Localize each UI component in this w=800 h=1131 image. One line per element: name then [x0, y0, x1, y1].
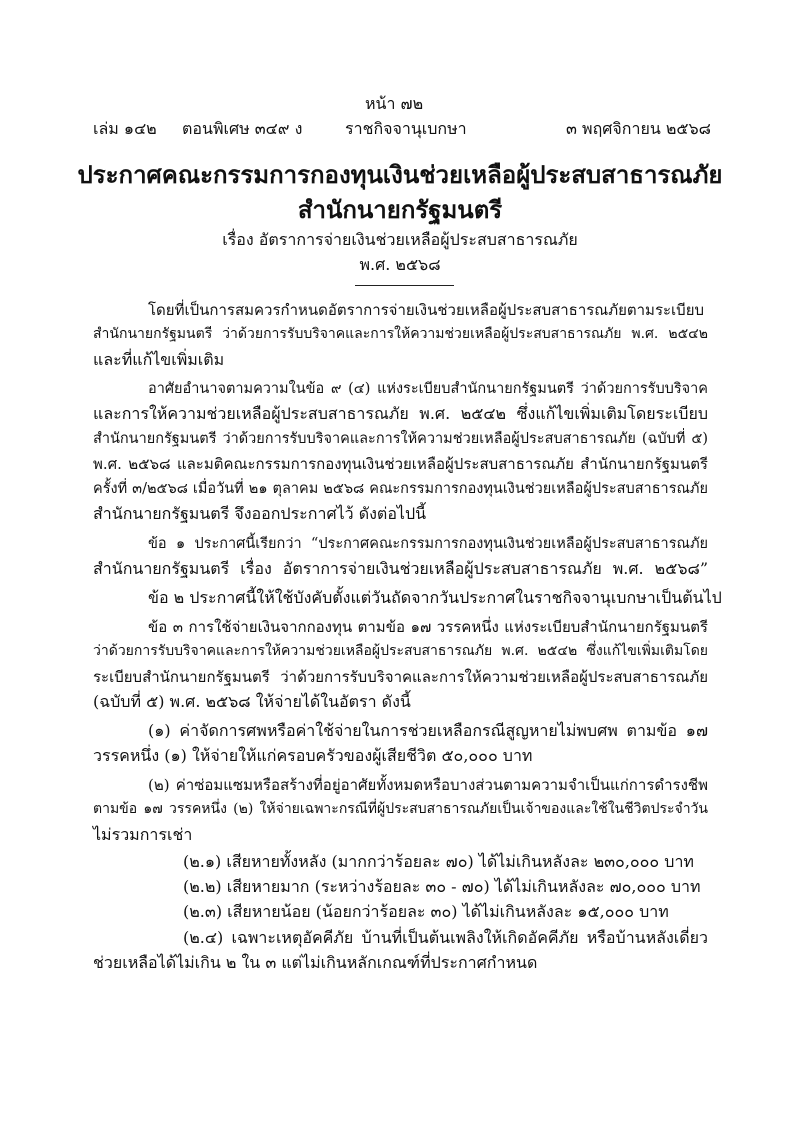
sub-item-2-1: (๒.๑) เสียหายทั้งหลัง (มากกว่าร้อยละ ๗๐) ได้ไม่เกินหลังละ ๒๓๐,๐๐๐ บาท [183, 852, 694, 871]
clause-3-line: (ฉบับที่ ๕) พ.ศ. ๒๕๖๘ ให้จ่ายได้ในอัตรา ดังนี้ [93, 692, 411, 711]
sub-item-2-3: (๒.๓) เสียหายน้อย (น้อยกว่าร้อยละ ๓๐) ได้ไม่เกินหลังละ ๑๕,๐๐๐ บาท [183, 902, 669, 921]
announcement-subject: เรื่อง อัตราการจ่ายเงินช่วยเหลือผู้ประสบสาธารณภัย [222, 230, 578, 249]
publication-date: ๓ พฤศจิกายน ๒๕๖๘ [566, 119, 712, 138]
authority-line: พ.ศ. ๒๕๖๘ และมติคณะกรรมการกองทุนเงินช่วยเหลือผู้ประสบสาธารณภัย สำนักนายกรัฐมนตรี [93, 455, 708, 473]
clause-1-line: สำนักนายกรัฐมนตรี เรื่อง อัตราการจ่ายเงินช่วยเหลือผู้ประสบสาธารณภัย พ.ศ. ๒๕๖๘” [93, 559, 708, 578]
clause-3-line: ข้อ ๓ การใช้จ่ายเงินจากกองทุน ตามข้อ ๑๗ วรรคหนึ่ง แห่งระเบียบสำนักนายกรัฐมนตรี [148, 618, 708, 636]
item-2-line: (๒) ค่าซ่อมแซมหรือสร้างที่อยู่อาศัยทั้งหมดหรือบางส่วนตามความจำเป็นแก่การดำรงชีพ [148, 776, 708, 794]
preamble-line: และที่แก้ไขเพิ่มเติม [93, 350, 225, 369]
clause-1-line: ข้อ ๑ ประกาศนี้เรียกว่า “ประกาศคณะกรรมการกองทุนเงินช่วยเหลือผู้ประสบสาธารณภัย [148, 536, 708, 552]
authority-line: สำนักนายกรัฐมนตรี ว่าด้วยการรับบริจาคและการให้ความช่วยเหลือผู้ประสบสาธารณภัย (ฉบับที่ ๕) [93, 431, 708, 447]
authority-line: อาศัยอำนาจตามความในข้อ ๙ (๔) แห่งระเบียบสำนักนายกรัฐมนตรี ว่าด้วยการรับบริจาค [148, 381, 708, 397]
title-divider [355, 285, 454, 286]
authority-line: สำนักนายกรัฐมนตรี จึงออกประกาศไว้ ดังต่อไปนี้ [93, 504, 427, 523]
announcement-year: พ.ศ. ๒๕๖๘ [359, 255, 441, 274]
issuing-office: สำนักนายกรัฐมนตรี [297, 195, 503, 224]
announcement-title: ประกาศคณะกรรมการกองทุนเงินช่วยเหลือผู้ประสบสาธารณภัย [77, 160, 723, 189]
sub-item-2-4-line: ช่วยเหลือได้ไม่เกิน ๒ ใน ๓ แต่ไม่เกินหลักเกณฑ์ที่ประกาศกำหนด [93, 953, 538, 972]
preamble-line: โดยที่เป็นการสมควรกำหนดอัตราการจ่ายเงินช่วยเหลือผู้ประสบสาธารณภัยตามระเบียบ [148, 301, 705, 319]
item-1-line: (๑) ค่าจัดการศพหรือค่าใช้จ่ายในการช่วยเหลือกรณีสูญหายไม่พบศพ ตามข้อ ๑๗ [148, 721, 708, 740]
clause-2-line: ข้อ ๒ ประกาศนี้ให้ใช้บังคับตั้งแต่วันถัดจากวันประกาศในราชกิจจานุเบกษาเป็นต้นไป [148, 588, 722, 607]
authority-line: และการให้ความช่วยเหลือผู้ประสบสาธารณภัย พ.ศ. ๒๕๔๒ ซึ่งแก้ไขเพิ่มเติมโดยระเบียบ [93, 404, 708, 423]
sub-item-2-4-line: (๒.๔) เฉพาะเหตุอัคคีภัย บ้านที่เป็นต้นเพลิงให้เกิดอัคคีภัย หรือบ้านหลังเดี่ยว [183, 928, 708, 947]
page-number: หน้า ๗๒ [365, 94, 424, 113]
item-2-line: ไม่รวมการเช่า [93, 825, 193, 844]
clause-3-line: ว่าด้วยการรับบริจาคและการให้ความช่วยเหลือผู้ประสบสาธารณภัย พ.ศ. ๒๕๔๒ ซึ่งแก้ไขเพิ่มเติมโดย [93, 643, 708, 659]
issue-number: ตอนพิเศษ ๓๔๙ ง [182, 119, 303, 138]
sub-item-2-2: (๒.๒) เสียหายมาก (ระหว่างร้อยละ ๓๐ - ๗๐) ได้ไม่เกินหลังละ ๗๐,๐๐๐ บาท [183, 877, 701, 896]
item-2-line: ตามข้อ ๑๗ วรรคหนึ่ง (๒) ให้จ่ายเฉพาะกรณีที่ผู้ประสบสาธารณภัยเป็นเจ้าของและใช้ในชีวิตประจำวัน [93, 801, 708, 817]
item-1-line: วรรคหนึ่ง (๑) ให้จ่ายให้แก่ครอบครัวของผู้เสียชีวิต ๕๐,๐๐๐ บาท [93, 746, 533, 765]
gazette-name: ราชกิจจานุเบกษา [345, 119, 467, 138]
volume-number: เล่ม ๑๔๒ [93, 119, 157, 138]
authority-line: ครั้งที่ ๓/๒๕๖๘ เมื่อวันที่ ๒๑ ตุลาคม ๒๕๖๘ คณะกรรมการกองทุนเงินช่วยเหลือผู้ประสบสาธารณภัย [93, 481, 708, 497]
clause-3-line: ระเบียบสำนักนายกรัฐมนตรี ว่าด้วยการรับบริจาคและการให้ความช่วยเหลือผู้ประสบสาธารณภัย [93, 668, 708, 686]
preamble-line: สำนักนายกรัฐมนตรี ว่าด้วยการรับบริจาคและการให้ความช่วยเหลือผู้ประสบสาธารณภัย พ.ศ. ๒๕๔๒ [93, 326, 708, 342]
